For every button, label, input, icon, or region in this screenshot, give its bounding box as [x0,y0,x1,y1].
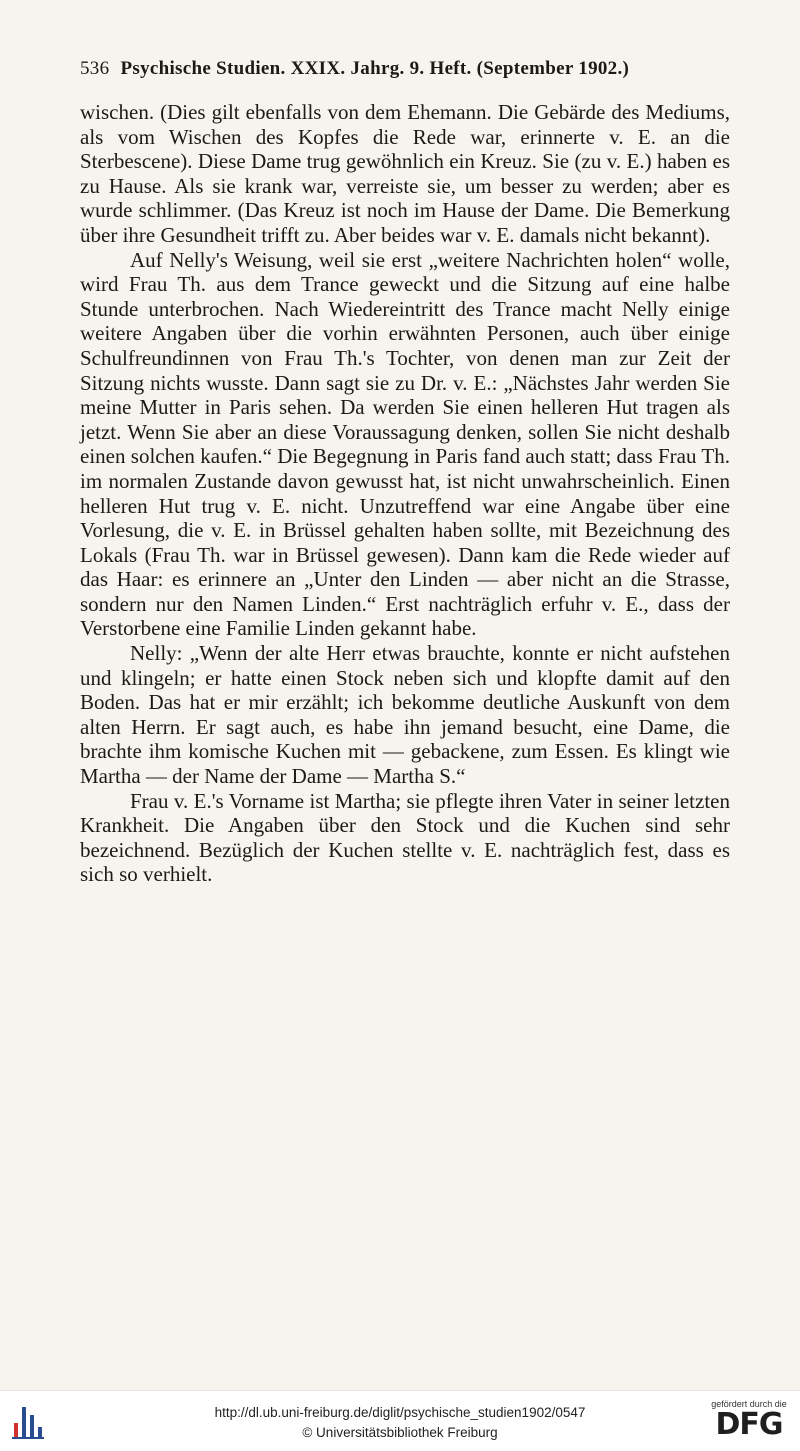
paragraph-1: wischen. (Dies gilt ebenfalls von dem Ehemann. Die Gebärde des Mediums, als vom Wischen des Kopfes die Rede war, erinnerte v. E. an die Sterbescene). Diese Dame trug gewöhnlich ein Kreuz. Sie (zu v. E.) haben es zu Hause. Als sie krank war, verreiste sie, um besser zu werden; aber es wurde schlimmer. (Das Kreuz ist noch im Hause der Dame. Die Bemerkung über ihre Gesundheit trifft zu. Aber beides war v. E. damals nicht bekannt). [80,100,730,247]
page-number: 536 [80,58,110,79]
viewer-footer [0,1390,800,1451]
ub-freiburg-logo-icon [10,1401,46,1441]
dfg-logo [706,1399,792,1443]
body-text [80,100,730,887]
paragraph-2: Auf Nelly's Weisung, weil sie erst „weitere Nachrichten holen“ wolle, wird Frau Th. aus dem Trance geweckt und die Sitzung auf eine halbe Stunde unterbrochen. Nach Wiedereintritt des Trance macht Nelly einige weitere Angaben über die vorhin erwähnten Personen, auch über einige Schulfreundinnen von Frau Th.'s Tochter, von denen man zur Zeit der Sitzung nichts wusste. Dann sagt sie zu Dr. v. E.: „Nächstes Jahr werden Sie meine Mutter in Paris sehen. Da werden Sie einen helleren Hut tragen als jetzt. Wenn Sie aber an diese Voraussagung denken, sollen Sie nicht deshalb einen solchen kaufen.“ Die Begegnung in Paris fand auch statt; dass Frau Th. im normalen Zustande davon gewusst hat, ist nicht unwahrscheinlich. Einen helleren Hut trug v. E. nicht. Unzutreffend war eine Angabe über eine Vorlesung, die v. E. in Brüssel gehalten haben sollte, mit Bezeichnung des Lokals (Frau Th. war in Brüssel gewesen). Dann kam die Rede wieder auf das Haar: es erinnere an „Unter den Linden — aber nicht an die Strasse, sondern nur den Namen Linden.“ Erst nachträglich erfuhr v. E., dass der Verstorbene eine Familie Linden gekannt habe. [80,247,730,641]
paragraph-4: Frau v. E.'s Vorname ist Martha; sie pflegte ihren Vater in seiner letzten Krankheit. Die Angaben über den Stock und die Kuchen sind sehr bezeichnend. Bezüglich der Kuchen stellte v. E. nachträglich fest, dass es sich so verhielt. [80,788,730,887]
copyright-text: © Universitätsbibliothek Freiburg [302,1425,498,1440]
dfg-logo-text: DFG [715,1407,783,1442]
running-title: Psychische Studien. XXIX. Jahrg. 9. Heft. (September 1902.) [120,58,630,79]
running-header [80,58,730,80]
source-url[interactable]: http://dl.ub.uni-freiburg.de/diglit/psychische_studien1902/0547 [214,1405,586,1420]
dfg-tagline: gefördert durch die [711,1399,787,1409]
paragraph-3: Nelly: „Wenn der alte Herr etwas brauchte, konnte er nicht aufstehen und klingeln; er hatte einen Stock neben sich und klopfte damit auf den Boden. Das hat er mir erzählt; ich bekomme deutliche Auskunft von dem alten Herrn. Er sagt auch, es habe ihn jemand besucht, eine Dame, die brachte ihm komische Kuchen mit — gebackene, zum Essen. Es klingt wie Martha — der Name der Dame — Martha S.“ [80,641,730,789]
